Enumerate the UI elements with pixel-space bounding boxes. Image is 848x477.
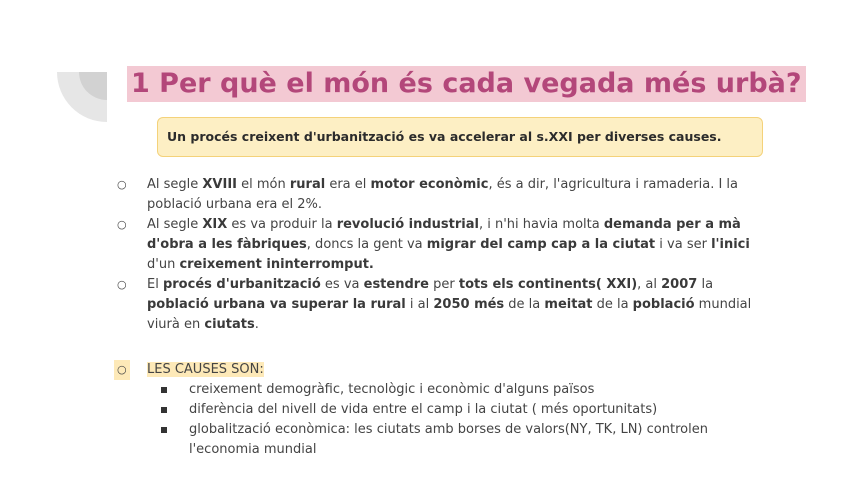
bullet-text	[147, 277, 751, 332]
bold-text: demanda per a mà d'obra a les fàbriques	[147, 217, 741, 252]
bullet-text	[147, 217, 750, 272]
cause-item	[117, 420, 737, 460]
bullet-item	[117, 215, 757, 275]
cause-item	[117, 380, 737, 400]
callout-text: Un procés creixent d'urbanització es va accelerar al s.XXI per diverses causes.	[167, 129, 722, 144]
bullet-item	[117, 175, 757, 215]
text-run: , al	[637, 277, 662, 292]
bullet-circle-icon: ○	[114, 360, 130, 380]
bold-text: XIX	[202, 217, 228, 232]
text-run: de la	[592, 297, 633, 312]
bold-text: migrar del camp cap a la ciutat	[426, 237, 656, 252]
square-bullet-icon	[161, 407, 167, 413]
causes-section	[117, 360, 737, 460]
bold-text: revolució industrial	[336, 217, 479, 232]
bullet-item	[117, 275, 757, 335]
text-run: es va	[320, 277, 364, 292]
text-run: Al segle	[147, 217, 203, 232]
bold-text: procés d'urbanització	[162, 277, 321, 292]
bold-text: població urbana va superar la rural	[147, 297, 406, 312]
square-bullet-icon	[161, 387, 167, 393]
text-run: mundial viurà en	[147, 297, 752, 332]
bullet-circle-icon: ○	[117, 178, 127, 191]
bold-text: tots els continents( XXI)	[458, 277, 638, 292]
text-run: la	[697, 277, 714, 292]
text-run: per	[429, 277, 459, 292]
cause-text: globalització econòmica: les ciutats amb borses de valors(NY, TK, LN) controlen l'economia mundial	[189, 422, 708, 457]
bullet-text	[147, 177, 738, 212]
text-run: Al segle	[147, 177, 203, 192]
text-run: , i n'hi havia molta	[478, 217, 604, 232]
bold-text: estendre	[363, 277, 429, 292]
bold-text: 2007	[661, 277, 698, 292]
bold-text: creixement ininterromput.	[179, 257, 374, 272]
cause-item	[117, 400, 737, 420]
causes-heading-item	[117, 360, 737, 380]
text-run: El	[147, 277, 163, 292]
text-run: , doncs la gent va	[306, 237, 427, 252]
bold-text: rural	[289, 177, 326, 192]
cause-text: diferència del nivell de vida entre el camp i la ciutat ( més oportunitats)	[189, 402, 658, 417]
text-run: d'un	[147, 257, 180, 272]
causes-heading: LES CAUSES SON:	[147, 362, 264, 377]
text-run: es va produir la	[227, 217, 337, 232]
bold-text: XVIII	[202, 177, 238, 192]
text-run: el món	[237, 177, 290, 192]
text-run: i al	[405, 297, 434, 312]
text-run: era el	[325, 177, 371, 192]
bullet-circle-icon: ○	[117, 278, 127, 291]
bold-text: meitat	[544, 297, 593, 312]
bold-text: l'inici	[711, 237, 750, 252]
bullet-circle-icon: ○	[117, 218, 127, 231]
bold-text: 2050 més	[433, 297, 505, 312]
bold-text: motor econòmic	[370, 177, 489, 192]
bold-text: població	[632, 297, 695, 312]
summary-callout	[157, 117, 763, 157]
text-run: , és a dir, l'agricultura i ramaderia. I la població urbana era el 2%.	[147, 177, 738, 212]
text-run: .	[254, 317, 259, 332]
bullet-list	[117, 175, 757, 335]
cause-text: creixement demogràfic, tecnològic i econòmic d'alguns països	[189, 382, 595, 397]
decorative-arc-icon	[57, 72, 107, 122]
text-run: i va ser	[655, 237, 712, 252]
text-run: de la	[504, 297, 545, 312]
bold-text: ciutats	[204, 317, 255, 332]
square-bullet-icon	[161, 427, 167, 433]
slide-title: 1 Per què el món és cada vegada més urbà?	[127, 66, 806, 102]
